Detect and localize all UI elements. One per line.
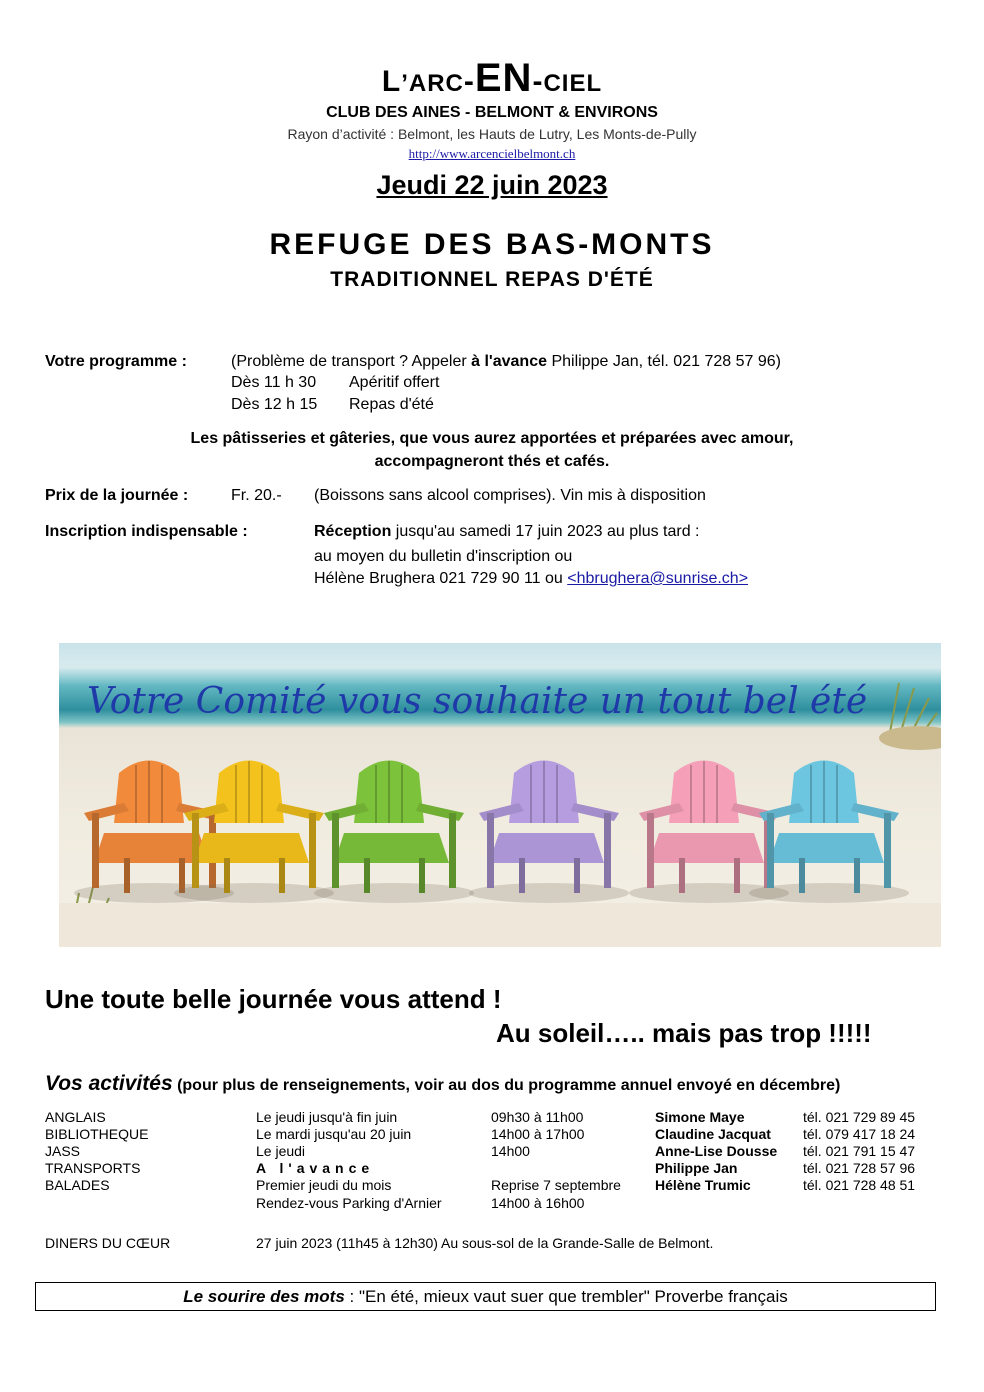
website-line [0,146,984,162]
activity-time: 09h30 à 11h00 [491,1109,584,1125]
pastry-note-line-1: Les pâtisseries et gâteries, que vous aurez apportées et préparées avec amour, [190,430,794,447]
activity-name: BALADES [45,1177,110,1193]
beach-chair [74,761,234,904]
activity-time: 14h00 [491,1143,530,1159]
transport-note [231,353,781,371]
transport-emphasis: à l'avance [471,353,547,370]
event-date-text: Jeudi 22 juin 2023 [376,170,608,200]
activity-person: Simone Maye [655,1109,745,1125]
inscription-contact [314,570,748,588]
quote-box [35,1282,936,1311]
price-amount: Fr. 20.- [231,487,282,504]
activity-phone: tél. 021 728 57 96 [803,1160,916,1176]
activity-row [45,1177,945,1194]
dune-mound [879,726,941,750]
sand-foreground [59,903,941,947]
activity-when: Le mardi jusqu'au 20 juin [256,1126,412,1142]
price-label: Prix de la journée : [45,487,189,504]
website-link[interactable]: http://www.arcencielbelmont.ch [408,146,576,161]
activity-row [45,1126,945,1143]
price-note: (Boissons sans alcool comprises). Vin mis à disposition [314,487,706,504]
diners-name: DINERS DU CŒUR [45,1235,171,1251]
quote-separator: : [344,1287,359,1306]
schedule-time-2: Dès 12 h 15 [231,396,318,413]
logo-l: L [381,65,402,98]
activity-when: Le jeudi jusqu'à fin juin [256,1109,398,1125]
pastry-note-line-2: accompagneront thés et cafés. [374,453,610,470]
beach-chair [174,761,334,904]
activity-person: Philippe Jan [655,1160,738,1176]
quote-text: "En été, mieux vaut suer que trembler" Proverbe français [358,1287,788,1306]
activity-name: TRANSPORTS [45,1160,141,1176]
reception-label: Réception [314,523,392,540]
activity-row [45,1160,945,1177]
activity-row [45,1195,945,1212]
activity-time: 14h00 à 17h00 [491,1126,585,1142]
activity-name: BIBLIOTHEQUE [45,1126,149,1142]
club-logo-title [0,58,984,104]
activity-time: 14h00 à 16h00 [491,1195,585,1211]
activities-note: (pour plus de renseignements, voir au dos du programme annuel envoyé en décembre) [172,1077,841,1094]
beach-chair [629,761,789,904]
schedule-event-1: Apéritif offert [349,374,440,391]
logo-dash: - [532,65,544,98]
logo-arc: ARC [408,70,464,97]
schedule-time-1: Dès 11 h 30 [231,374,317,391]
activity-time: Reprise 7 septembre [491,1177,621,1193]
inscription-label: Inscription indispensable : [45,523,248,540]
quote-label: Le sourire des mots [183,1287,345,1306]
diners-text: 27 juin 2023 (11h45 à 12h30) Au sous-sol de la Grande-Salle de Belmont. [256,1235,714,1251]
activity-row [45,1143,945,1160]
activity-phone: tél. 021 729 89 45 [803,1109,916,1125]
contact-email-link[interactable]: <hbrughera@sunrise.ch> [567,570,749,587]
activity-when: Premier jeudi du mois [256,1177,392,1193]
logo-apostrophe: ’ [401,70,409,97]
transport-contact: Philippe Jan, tél. 021 728 57 96) [547,353,781,370]
message-line-2: Au soleil….. mais pas trop !!!!! [496,1018,872,1048]
diners-row [45,1235,945,1252]
activity-phone: tél. 021 728 48 51 [803,1177,916,1193]
club-name: CLUB DES AINES - BELMONT & ENVIRONS [326,104,658,121]
transport-text: (Problème de transport ? Appeler [231,353,472,370]
photo-slogan: Votre Comité vous souhaite un tout bel été [87,681,868,722]
activity-person: Claudine Jacquat [655,1126,771,1142]
logo-en: EN [474,56,533,100]
activities-title: Vos activités [45,1072,173,1095]
event-date [0,170,984,201]
event-title: REFUGE DES BAS-MONTS [269,228,715,261]
activity-when: A l'avance [256,1160,375,1176]
activity-phone: tél. 021 791 15 47 [803,1143,916,1159]
activity-area: Rayon d’activité : Belmont, les Hauts de Lutry, Les Monts-de-Pully [287,126,697,142]
logo-ciel: CIEL [543,70,603,97]
programme-label: Votre programme : [45,353,187,370]
activity-when: Rendez-vous Parking d'Arnier [256,1195,442,1211]
contact-phone: Hélène Brughera 021 729 90 11 ou [314,570,568,587]
beach-chair [749,761,909,904]
beach-chairs-photo [59,643,941,947]
schedule-event-2: Repas d'été [349,396,434,413]
activity-person: Hélène Trumic [655,1177,751,1193]
reception-deadline: jusqu'au samedi 17 juin 2023 au plus tard : [391,523,700,540]
inscription-method: au moyen du bulletin d'inscription ou [314,548,573,565]
activities-heading [45,1072,840,1096]
activity-name: JASS [45,1143,81,1159]
activity-phone: tél. 079 417 18 24 [803,1126,916,1142]
beach-chair [469,761,629,904]
activity-name: ANGLAIS [45,1109,106,1125]
activity-when: Le jeudi [256,1143,306,1159]
activity-person: Anne-Lise Dousse [655,1143,778,1159]
beach-chair [314,761,474,904]
logo-dash: - [463,65,475,98]
event-subtitle: TRADITIONNEL REPAS D'ÉTÉ [330,268,654,291]
inscription-reception [314,523,700,541]
message-line-1: Une toute belle journée vous attend ! [45,984,502,1014]
activity-row [45,1109,945,1126]
